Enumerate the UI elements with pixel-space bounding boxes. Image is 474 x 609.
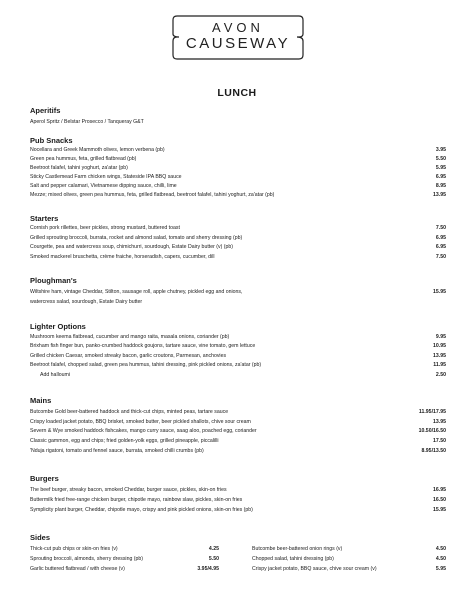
menu-item <box>30 243 446 252</box>
item-price: 3.95/4.95 <box>197 566 219 572</box>
item-price: 4.25 <box>208 546 219 552</box>
item-text: Cornish pork rillettes, beer pickles, strong mustard, buttered toast <box>30 225 180 231</box>
item-price: 5.50 <box>435 156 446 162</box>
side-item <box>30 555 219 564</box>
item-text: Green pea hummus, feta, grilled flatbread (pb) <box>30 156 137 162</box>
menu-item <box>30 182 446 191</box>
menu-item <box>30 224 446 233</box>
logo-line-1: AVON <box>212 20 264 35</box>
menu-item <box>30 352 446 361</box>
item-text: The beef burger, streaky bacon, smoked Cheddar, burger sauce, pickles, skin-on fries <box>30 487 227 493</box>
item-price: 4.50 <box>435 556 446 562</box>
item-text: Symplicity plant burger, Cheddar, chipotle mayo, crispy and pink pickled onions, skin-on fries (pb) <box>30 507 253 513</box>
item-text: Add halloumi <box>40 372 70 378</box>
item-text: Brixham fish finger bun, panko-crumbed haddock goujons, tartare sauce, vine tomato, gem lettuce <box>30 343 256 349</box>
item-price: 17.50 <box>433 438 446 444</box>
item-text: Beetroot falafel, chopped salad, green pea hummus, tahini dressing, pink pickled onions, za'atar (pb) <box>30 362 262 368</box>
item-text: Crispy loaded jacket potato, BBQ brisket, smoked butter, beer pickled shallots, chive sour cream <box>30 419 251 425</box>
item-price: 8.95 <box>435 183 446 189</box>
menu-item <box>30 191 446 200</box>
menu-item <box>30 288 446 297</box>
item-price: 6.95 <box>435 174 446 180</box>
section-heading-aperitifs: Aperitifs <box>30 106 61 115</box>
menu-item <box>30 146 446 155</box>
item-text: Mushroom keema flatbread, cucumber and mango raita, masala onions, coriander (pb) <box>30 334 230 340</box>
item-price: 16.50 <box>433 497 446 503</box>
section-heading-burgers: Burgers <box>30 474 59 483</box>
item-price: 15.95 <box>433 289 446 295</box>
item-price: 13.95 <box>433 353 446 359</box>
section-heading-ploughmans: Ploughman's <box>30 276 77 285</box>
item-text: Thick-cut pub chips or skin-on fries (v) <box>30 546 118 552</box>
item-text: Butcombe beer-battered onion rings (v) <box>252 546 343 552</box>
item-text: Severn & Wye smoked haddock fishcakes, mango curry sauce, saag aloo, poached egg, coriander <box>30 428 257 434</box>
section-heading-pub-snacks: Pub Snacks <box>30 136 73 145</box>
item-price: 5.50 <box>208 556 219 562</box>
section-heading-starters: Starters <box>30 214 59 223</box>
item-text: Crispy jacket potato, BBQ sauce, chive sour cream (v) <box>252 566 377 572</box>
item-text: Grilled chicken Caesar, smoked streaky bacon, garlic croutons, Parmesan, anchovies <box>30 353 227 359</box>
item-text: Butcombe Gold beer-battered haddock and thick-cut chips, minted peas, tartare sauce <box>30 409 229 415</box>
section-heading-sides: Sides <box>30 533 51 542</box>
item-price: 5.95 <box>435 566 446 572</box>
item-price: 6.95 <box>435 244 446 250</box>
menu-item <box>30 408 446 417</box>
item-price: 13.95 <box>433 419 446 425</box>
menu-item <box>30 253 446 262</box>
item-price: 7.50 <box>435 225 446 231</box>
item-price: 9.95 <box>435 334 446 340</box>
side-item <box>252 545 446 554</box>
side-item <box>252 565 446 574</box>
item-price: 11.95/17.95 <box>418 409 446 415</box>
menu-item <box>30 418 446 427</box>
menu-item <box>30 234 446 243</box>
item-text: Chopped salad, tahini dressing (pb) <box>252 556 334 562</box>
item-text: Wiltshire ham, vintage Cheddar, Stilton, sausage roll, apple chutney, pickled egg and onions, <box>30 289 243 295</box>
item-price: 10.50/16.50 <box>418 428 446 434</box>
item-text: Aperol Spritz / Belstar Prosecco / Tanqueray G&T <box>30 119 144 125</box>
menu-item-addon <box>40 371 446 380</box>
item-text: Classic gammon, egg and chips; fried golden-yolk eggs, grilled pineapple, piccalilli <box>30 438 219 444</box>
item-text: Salt and pepper calamari, Vietnamese dipping sauce, chilli, lime <box>30 183 177 189</box>
menu-item <box>30 333 446 342</box>
menu-item <box>30 437 446 446</box>
item-price: 10.95 <box>433 343 446 349</box>
item-text: Mezze; mixed olives, green pea hummus, feta, grilled flatbread, beetroot falafel, tahini yoghurt, za'atar (pb) <box>30 192 275 198</box>
menu-item <box>30 506 446 515</box>
item-price: 8.95/13.50 <box>421 448 446 454</box>
item-price: 16.95 <box>433 487 446 493</box>
side-item <box>30 565 219 574</box>
side-item <box>252 555 446 564</box>
item-text: watercress salad, sourdough, Estate Dairy butter <box>30 299 143 305</box>
logo-line-2: CAUSEWAY <box>185 35 291 52</box>
menu-item <box>30 164 446 173</box>
item-price: 13.95 <box>433 192 446 198</box>
menu-item <box>30 342 446 351</box>
item-price: 11.95 <box>433 362 446 368</box>
side-item <box>30 545 219 554</box>
section-heading-lighter-options: Lighter Options <box>30 322 86 331</box>
item-price: 5.95 <box>435 165 446 171</box>
item-text: Buttermilk fried free-range chicken burger, chipotle mayo, rainbow slaw, pickles, skin-on fries <box>30 497 243 503</box>
item-text: Nocellara and Greek Mammoth olives, lemon verbena (pb) <box>30 147 165 153</box>
item-price: 7.50 <box>435 254 446 260</box>
item-text: Sprouting broccoli, almonds, sherry dressing (pb) <box>30 556 144 562</box>
item-text: Grilled sprouting broccoli, burrata, rocket and almond salad, tomato and sherry dressing (pb) <box>30 235 243 241</box>
section-heading-mains: Mains <box>30 396 52 405</box>
aperitifs-line <box>30 118 446 127</box>
item-price: 4.50 <box>435 546 446 552</box>
menu-title: LUNCH <box>217 87 257 99</box>
item-text: Sticky Castlemead Farm chicken wings, Stateside IPA BBQ sauce <box>30 174 182 180</box>
item-price: 3.95 <box>435 147 446 153</box>
menu-item <box>30 496 446 505</box>
menu-item <box>30 155 446 164</box>
menu-item <box>30 447 446 456</box>
item-price: 15.95 <box>433 507 446 513</box>
menu-item <box>30 173 446 182</box>
menu-item <box>30 361 446 370</box>
item-text: Garlic buttered flatbread / with cheese (v) <box>30 566 125 572</box>
menu-item <box>30 486 446 495</box>
menu-item-continued <box>30 298 446 307</box>
brand-logo <box>171 12 305 62</box>
item-price: 6.95 <box>435 235 446 241</box>
item-price: 2.50 <box>435 372 446 378</box>
item-text: Beetroot falafel, tahini yoghurt, za'atar (pb) <box>30 165 128 171</box>
menu-item <box>30 427 446 436</box>
item-text: Smoked mackerel bruschetta, crème fraiche, horseradish, capers, cucumber, dill <box>30 254 215 260</box>
item-text: 'Nduja rigatoni, tomato and fennel sauce, burrata, smoked chilli crumbs (pb) <box>30 448 204 454</box>
item-text: Courgette, pea and watercress soup, chimichurri, sourdough, Estate Dairy butter (v) (pb) <box>30 244 233 250</box>
